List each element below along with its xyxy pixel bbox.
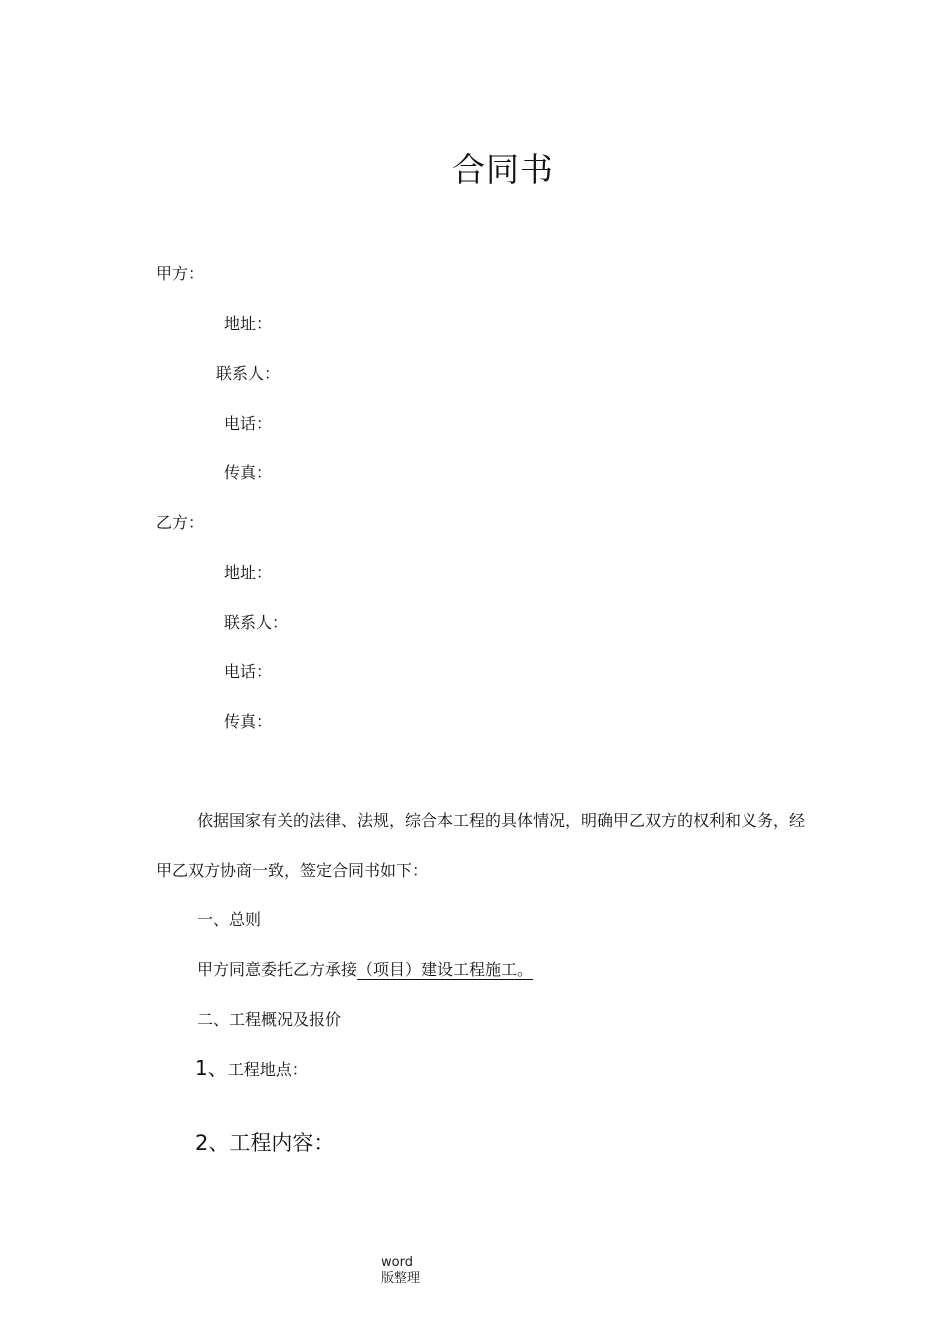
section-2-item-1 — [195, 1058, 308, 1080]
item-1-label: 工程地点： — [227, 1060, 308, 1079]
section-1-text-prefix: 甲方同意委托乙方承接 — [197, 960, 358, 979]
party-b-fax-label: 传真： — [224, 712, 273, 731]
document-title: 合同书 — [452, 150, 554, 189]
party-b-label: 乙方： — [156, 513, 205, 532]
party-b-phone-label: 电话： — [224, 662, 273, 681]
intro-line-2: 甲乙双方协商一致，签定合同书如下： — [156, 861, 429, 880]
section-1-heading: 一、总则 — [197, 910, 262, 929]
footer-line-1: word — [381, 1255, 413, 1270]
party-a-phone-label: 电话： — [224, 414, 273, 433]
intro-line-1: 依据国家有关的法律、法规，综合本工程的具体情况，明确甲乙双方的权利和义务，经 — [197, 811, 806, 830]
footer-line-2: 版整理 — [381, 1271, 421, 1286]
section-2-item-2: 2、工程内容： — [195, 1131, 335, 1155]
party-a-address-label: 地址： — [224, 314, 273, 333]
party-a-contact-label: 联系人： — [216, 364, 281, 383]
party-b-contact-label: 联系人： — [224, 613, 289, 632]
party-a-fax-label: 传真： — [224, 463, 273, 482]
party-b-address-label: 地址： — [224, 563, 273, 582]
section-2-heading: 二、工程概况及报价 — [197, 1010, 342, 1029]
section-1-project-blank: （项目）建设工程施工。 — [357, 960, 534, 979]
item-1-number: 1、 — [195, 1056, 228, 1080]
section-1-text — [197, 960, 533, 980]
party-a-label: 甲方： — [156, 264, 205, 283]
